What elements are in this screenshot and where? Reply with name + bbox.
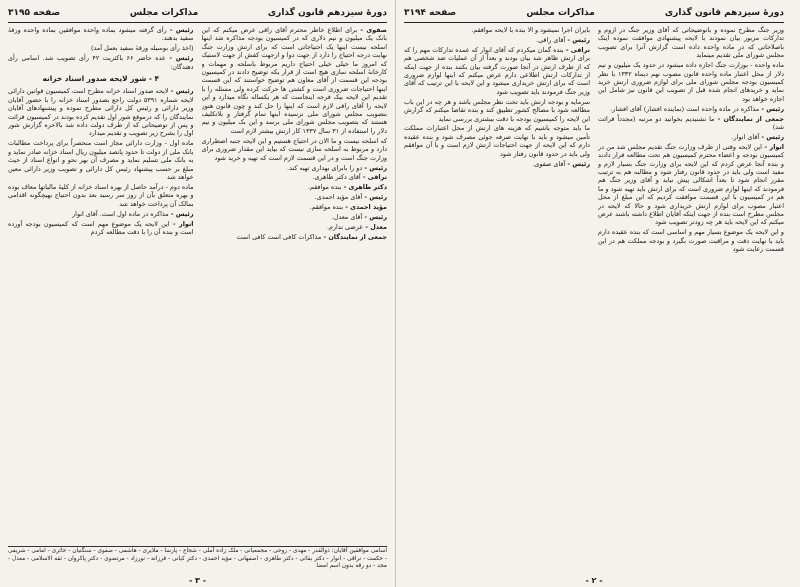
speaker-name: رئیس - bbox=[565, 35, 590, 44]
speech-text: آقای معدل. bbox=[331, 213, 363, 222]
speech-text: عده حاضر ۶۶ باکثریت ۴۲ رأی تصویب شد. اسامی رأی دهندگان: bbox=[8, 54, 194, 71]
speaker-name: رئیس - bbox=[362, 193, 387, 202]
speech-text: بنده موافقم. bbox=[309, 203, 343, 212]
column-right bbox=[202, 26, 388, 546]
speech-text: این لایحه وقتی از طرف وزارت جنگ تقدیم مجلس شد من در کمیسیون بودجه و اعضاء محترم کمیسیون هم تحت مطالعه قرار دادند و بنده آنجا عرض کردم که این لایحه برای وزارت جنگ بسیار لازم و مفید است ولی باید در حدود قانون رفتار شود و مطالبه هم به ترتیب مقرر انجام شود تا بعداً اشکالی پیش نیاید و آقای وزیر جنگ هم فرمودند که اینها لوازم ضروری است که برای ارتش باید تهیه شود و ما هم در کمیسیون با این قسمت موافقت کردیم که این مبلغ از محل اعتبار مصوب برای لوازم ارتش خریداری شود و حالا که لایحه در مجلس مطرح است بنده از جهت اینکه آقایان اطلاع داشته باشند عرض میکنم که این لایحه باید هر چه زودتر تصویب شود bbox=[598, 142, 784, 227]
transcript-paragraph bbox=[8, 210, 194, 218]
transcript-paragraph bbox=[202, 223, 388, 231]
transcript-paragraph bbox=[598, 26, 784, 60]
speaker-name: رئیس - bbox=[168, 87, 194, 96]
section-heading: ۴ - شور لایحه صدور اسناد خزانه bbox=[42, 74, 160, 84]
transcript-paragraph bbox=[202, 26, 388, 135]
speech-text: مذاکرات کافی است کافی است bbox=[236, 232, 322, 241]
transcript-paragraph bbox=[598, 61, 784, 103]
speech-text: بایران اجرا نمیشود و الا بنده با لایحه موافقم. bbox=[471, 26, 590, 34]
speech-text: آقای مؤید احمدی. bbox=[314, 193, 363, 202]
column-right bbox=[598, 26, 784, 580]
speaker-name: رئیس - bbox=[165, 54, 194, 63]
speech-text: آقای صفوی. bbox=[532, 159, 566, 168]
speaker-name: رئیس - bbox=[565, 159, 590, 168]
speech-text: ما نشنیدیم بخوانید دو مرتبه (مجدداً قرائت شد) bbox=[598, 114, 784, 131]
transcript-paragraph bbox=[598, 228, 784, 253]
transcript-paragraph bbox=[404, 124, 590, 158]
speech-text: دو را بابرای بهداری تهیه کند. bbox=[287, 163, 363, 172]
transcript-paragraph bbox=[404, 46, 590, 96]
column-left bbox=[404, 26, 590, 580]
transcript-paragraph bbox=[202, 137, 388, 162]
speaker-name: نراقی - bbox=[360, 173, 387, 182]
speech-text: عرضی ندارم. bbox=[326, 222, 364, 231]
transcript-paragraph bbox=[202, 203, 388, 211]
transcript-paragraph bbox=[202, 213, 388, 221]
speaker-name: جمعی از نمایندگان - bbox=[321, 232, 387, 241]
page-3195 bbox=[0, 0, 396, 587]
speaker-name: صفوی - bbox=[357, 26, 387, 34]
transcript-paragraph bbox=[598, 105, 784, 113]
speech-text: ماده واحده - بوزارت جنگ اجازه داده میشود در حدود یک میلیون و نیم دلار از محل اعتبار ماده واحده قانون مصوب نهم دیماه ۱۳۳۲ با نظر کمیسیون بودجه مجلس شورای ملی برای لوازم ضروری ارتش خرید نماید و خریدهای انجام شده قبل از تصویب این قانون نیز شامل این اجازه خواهد بود bbox=[598, 61, 784, 103]
speech-text: که اسلحه نیست و ما الان در احتیاج هستیم و این لایحه جنبه اضطراری دارد و مربوط به اسلحه سازی نیست که بیاید این مقدار ضروری برای وزارت جنگ است و در این قسمت لازم است که تهیه و خرید شود bbox=[201, 136, 387, 162]
header-page-number: صفحه ۳۱۹۵ bbox=[8, 8, 61, 18]
transcript-paragraph bbox=[202, 164, 388, 172]
speech-text: بنده موافقم. bbox=[307, 183, 342, 192]
speaker-name: رئیس - bbox=[362, 163, 387, 172]
transcript-paragraph bbox=[404, 160, 590, 168]
page-footer-number: - ۳ - bbox=[188, 576, 207, 585]
speech-text: برای اطلاع خاطر محترم آقای راقی عرض میکنم که این بانک یک میلیون و نیم دلاری که در کمیسیون بودجه مذاکره شد اینها اسلحه نیست اینها یک احتیاجاتی است که برای ارتش وزارت جنگ نهایت درجه احتیاج را دارد از جهت دوا و ازجهت کفش از جهت لاستیک که امروز ما خیلی خیلی احتیاج داریم مربوط باسلحه و مهمات و کارخانهٔ اسلحه سازی هیچ است از قرار یکه توضیح دادند در کمیسیون بودجه این قسمت از آقای معاون هم توضیح خواستند که این قسمت اینها احتیاجات ضروری است و کشتی ها حرکت کرده ولی مسئله را با تقدیم این لایحه بیک فرجه اینجاست که هر یکساله نگاه میدارد و این لایحه را آقای راقی لازم است که اینها را حل کند و چون قانون هنوز بتصویب مجلس شورای ملی نرسیده اینها تمام گرفتار و بلاتکلیف هستند که بتصویب مجلس شورای ملی برسد و این بک میلیون و نیم دلار را استفاده از ۳۱ سال ۱۳۳۷ کار ارتش بیشتر لازم است bbox=[201, 26, 387, 135]
page-footer-number: - ۲ - bbox=[585, 576, 603, 585]
header-title: دورهٔ سیزدهم قانون گذاری bbox=[267, 8, 387, 18]
text-columns bbox=[404, 26, 784, 580]
speaker-name: معدل - bbox=[363, 222, 387, 231]
speech-text: سرمایه و بودجه ارتش باید تحت نظر مجلس باشد و هر چه در این باب مطالعه شود با مصالح کشور تطبیق کند و بنده تقاضا میکنم که گزارش این لایحه را کمیسیون بودجه با دقت بیشتری بررسی نماید bbox=[404, 97, 590, 123]
transcript-paragraph bbox=[404, 26, 590, 34]
speech-text: ماده دوم - درآمد حاصل از بهره اسناد خزانه از کلیهٔ مالیاتها معاف بوده و بهره متعلق بآن از روز سر رسید بعد بدون احتیاج بهیچگونه اقدامی بمالک آن پرداخت خواهد شد bbox=[8, 182, 194, 208]
speech-text: ماده اول - وزارت دارائی مجاز است منحصراً برای پرداخت مطالبات بانک ملی از دولت تا حدود پانصد میلیون ریال اسناد خزانه صادر نماید و به بانک ملی تسلیم نماید و مصرف آن بهر نحو و انواع اسناد از حیث مبلغ بر حسب پیشنهاد رئیس کل دارائی و تصویب وزیر دارائی معین خواهد شد bbox=[8, 139, 194, 181]
transcript-paragraph bbox=[8, 183, 194, 208]
speech-text: بنده گمان میکردم که آقای انوار که عمده تدارکات مهم را که برای ارتش ظاهر شد بیان بودند و بعداً از آن عملیات ضد شخصی هم که از طرف ارتش در آنجا صورت گرفته بیان بکنند بنده از جهت اینکه از تدارکات ارتش اطلاعی دارم عرض میکنم که اینها لوازم ضروری است که برای ارتش خریداری میشود و این لایحه با این ترتیب که آقای وزیر جنگ فرمودند باید تصویب شود bbox=[404, 45, 590, 96]
voters-roster: اسامی موافقین آقایان: ذوالقدر - مهدی - روحی - مجمعیانی - ملک زاده آملی - شجاع - پارسا - ملایری - هاشمی - صفوی - سنگنیان - حائری - امامی - شریفی - حکمت - نراقی - انوار - دکتر بقائی - دکتر طاهری - اصفهانی - مؤید احمدی - دکتر کیانی - فرزانه - نورزاد - مرتضوی - دکتر پاکروان - ثقه الاسلامی - معدل - مجد - دو رقه بدون اسم امضا bbox=[8, 546, 387, 582]
speech-text: این لایحه یک موضوع مهم است که کمیسیون بودجه آورده است و بنده آن را با دقت مطالعه کردم bbox=[8, 219, 194, 236]
header-title: دورهٔ سیزدهم قانون گذاری bbox=[664, 8, 784, 18]
page-3194 bbox=[396, 0, 792, 587]
speaker-name: مؤید احمدی - bbox=[342, 203, 387, 212]
header-section: مذاکرات مجلس bbox=[129, 8, 199, 18]
speaker-name: جمعی از نمایندگان - bbox=[714, 114, 784, 123]
header-page-number: صفحه ۳۱۹۴ bbox=[404, 8, 457, 18]
column-left bbox=[8, 26, 194, 546]
speech-text: مذاکره در ماده واحده است (نماینده افشار) آقای افشار. bbox=[610, 104, 760, 113]
transcript-paragraph bbox=[202, 183, 388, 191]
speaker-name: انوار - bbox=[169, 219, 194, 228]
speech-text: آقای راقی. bbox=[536, 35, 566, 44]
header-section: مذاکرات مجلس bbox=[526, 8, 595, 18]
transcript-paragraph bbox=[202, 193, 388, 201]
speech-text: (اخذ رأی بوسیله ورقهٔ سفید بعمل آمد) bbox=[91, 44, 194, 53]
speech-text: وزیر جنگ مطرح نموده و باتوضیحاتی که آقای وزیر جنگ در ازوم و تدارکات مزبور بیان نمودند با لایحه پیشنهادی موافقت نموده اینک باصلاحاتی که در ماده واحده داده است گزارش آنرا برای تصویب مجلس شورای ملی تقدیم مینماید bbox=[598, 26, 784, 60]
transcript-paragraph bbox=[598, 115, 784, 132]
speech-text: ما باید متوجه باشیم که هزینه های ارتش از محل اعتبارات مملکت تأمین میشود و باید با نهایت صرفه جوئی مصرف شود و بنده عقیده دارم که این لایحه از جهت احتیاجات ارتش لازم است و با آن موافقم ولی باید در حدود قانون رفتار شود bbox=[404, 124, 590, 158]
transcript-paragraph bbox=[598, 143, 784, 227]
transcript-paragraph bbox=[202, 233, 388, 241]
speaker-name: رئیس - bbox=[362, 213, 387, 222]
speech-text: لایحه صدور اسناد خزانه مطرح است کمیسیون قوانین دارائی لایحه شماره ۵۳۹۱ دولت راجع بصدور اسناد خزانه را با حضور آقایان وزیر دارائی و رئیس کل دارائی مطرح نموده و پیشنهادهای آقایان نمایندگان را که درموقع شور اول تقدیم کرده بودند در کمیسیون قرائت و پس از توضیحاتی که از طرف دولت داده شد بالاخره گزارش شور اول را بشرح زیر تصویب و تقدیم میدارد bbox=[8, 87, 194, 138]
speaker-name: رئیس - bbox=[166, 26, 194, 34]
transcript-paragraph bbox=[8, 220, 194, 237]
transcript-paragraph bbox=[598, 133, 784, 141]
speech-text: آقای انوار. bbox=[731, 132, 760, 141]
speaker-name: رئیس - bbox=[759, 132, 784, 141]
transcript-paragraph bbox=[202, 173, 388, 181]
speech-text: و این لایحه یک موضوع بسیار مهم و اساسی است که بنده عقیده دارم باید با نهایت دقت و مراقبت صورت بگیرد و بودجه مملکت هم در این قسمت رعایت شود bbox=[598, 228, 784, 254]
page-header bbox=[404, 6, 784, 23]
transcript-paragraph bbox=[404, 98, 590, 123]
speaker-name: انوار - bbox=[761, 142, 784, 151]
speaker-name: دکتر طاهری - bbox=[341, 183, 387, 192]
speech-text: رأی گرفته میشود بماده واحده موافقین بماده واحده ورقهٔ سفید بدهند. bbox=[8, 26, 194, 43]
transcript-paragraph bbox=[404, 36, 590, 44]
transcript-paragraph bbox=[8, 26, 194, 43]
speech-text: آقای دکتر طاهری. bbox=[312, 173, 361, 182]
transcript-paragraph bbox=[8, 139, 194, 181]
transcript-paragraph bbox=[8, 87, 194, 137]
text-columns bbox=[8, 26, 387, 546]
transcript-paragraph bbox=[8, 54, 194, 71]
speech-text: مذاکره در ماده اول است. آقای انوار bbox=[72, 209, 169, 218]
speaker-name: رئیس - bbox=[759, 104, 784, 113]
speaker-name: رئیس - bbox=[168, 209, 194, 218]
page-header bbox=[8, 6, 387, 23]
transcript-paragraph bbox=[8, 44, 194, 52]
speaker-name: نراقی - bbox=[563, 45, 590, 54]
